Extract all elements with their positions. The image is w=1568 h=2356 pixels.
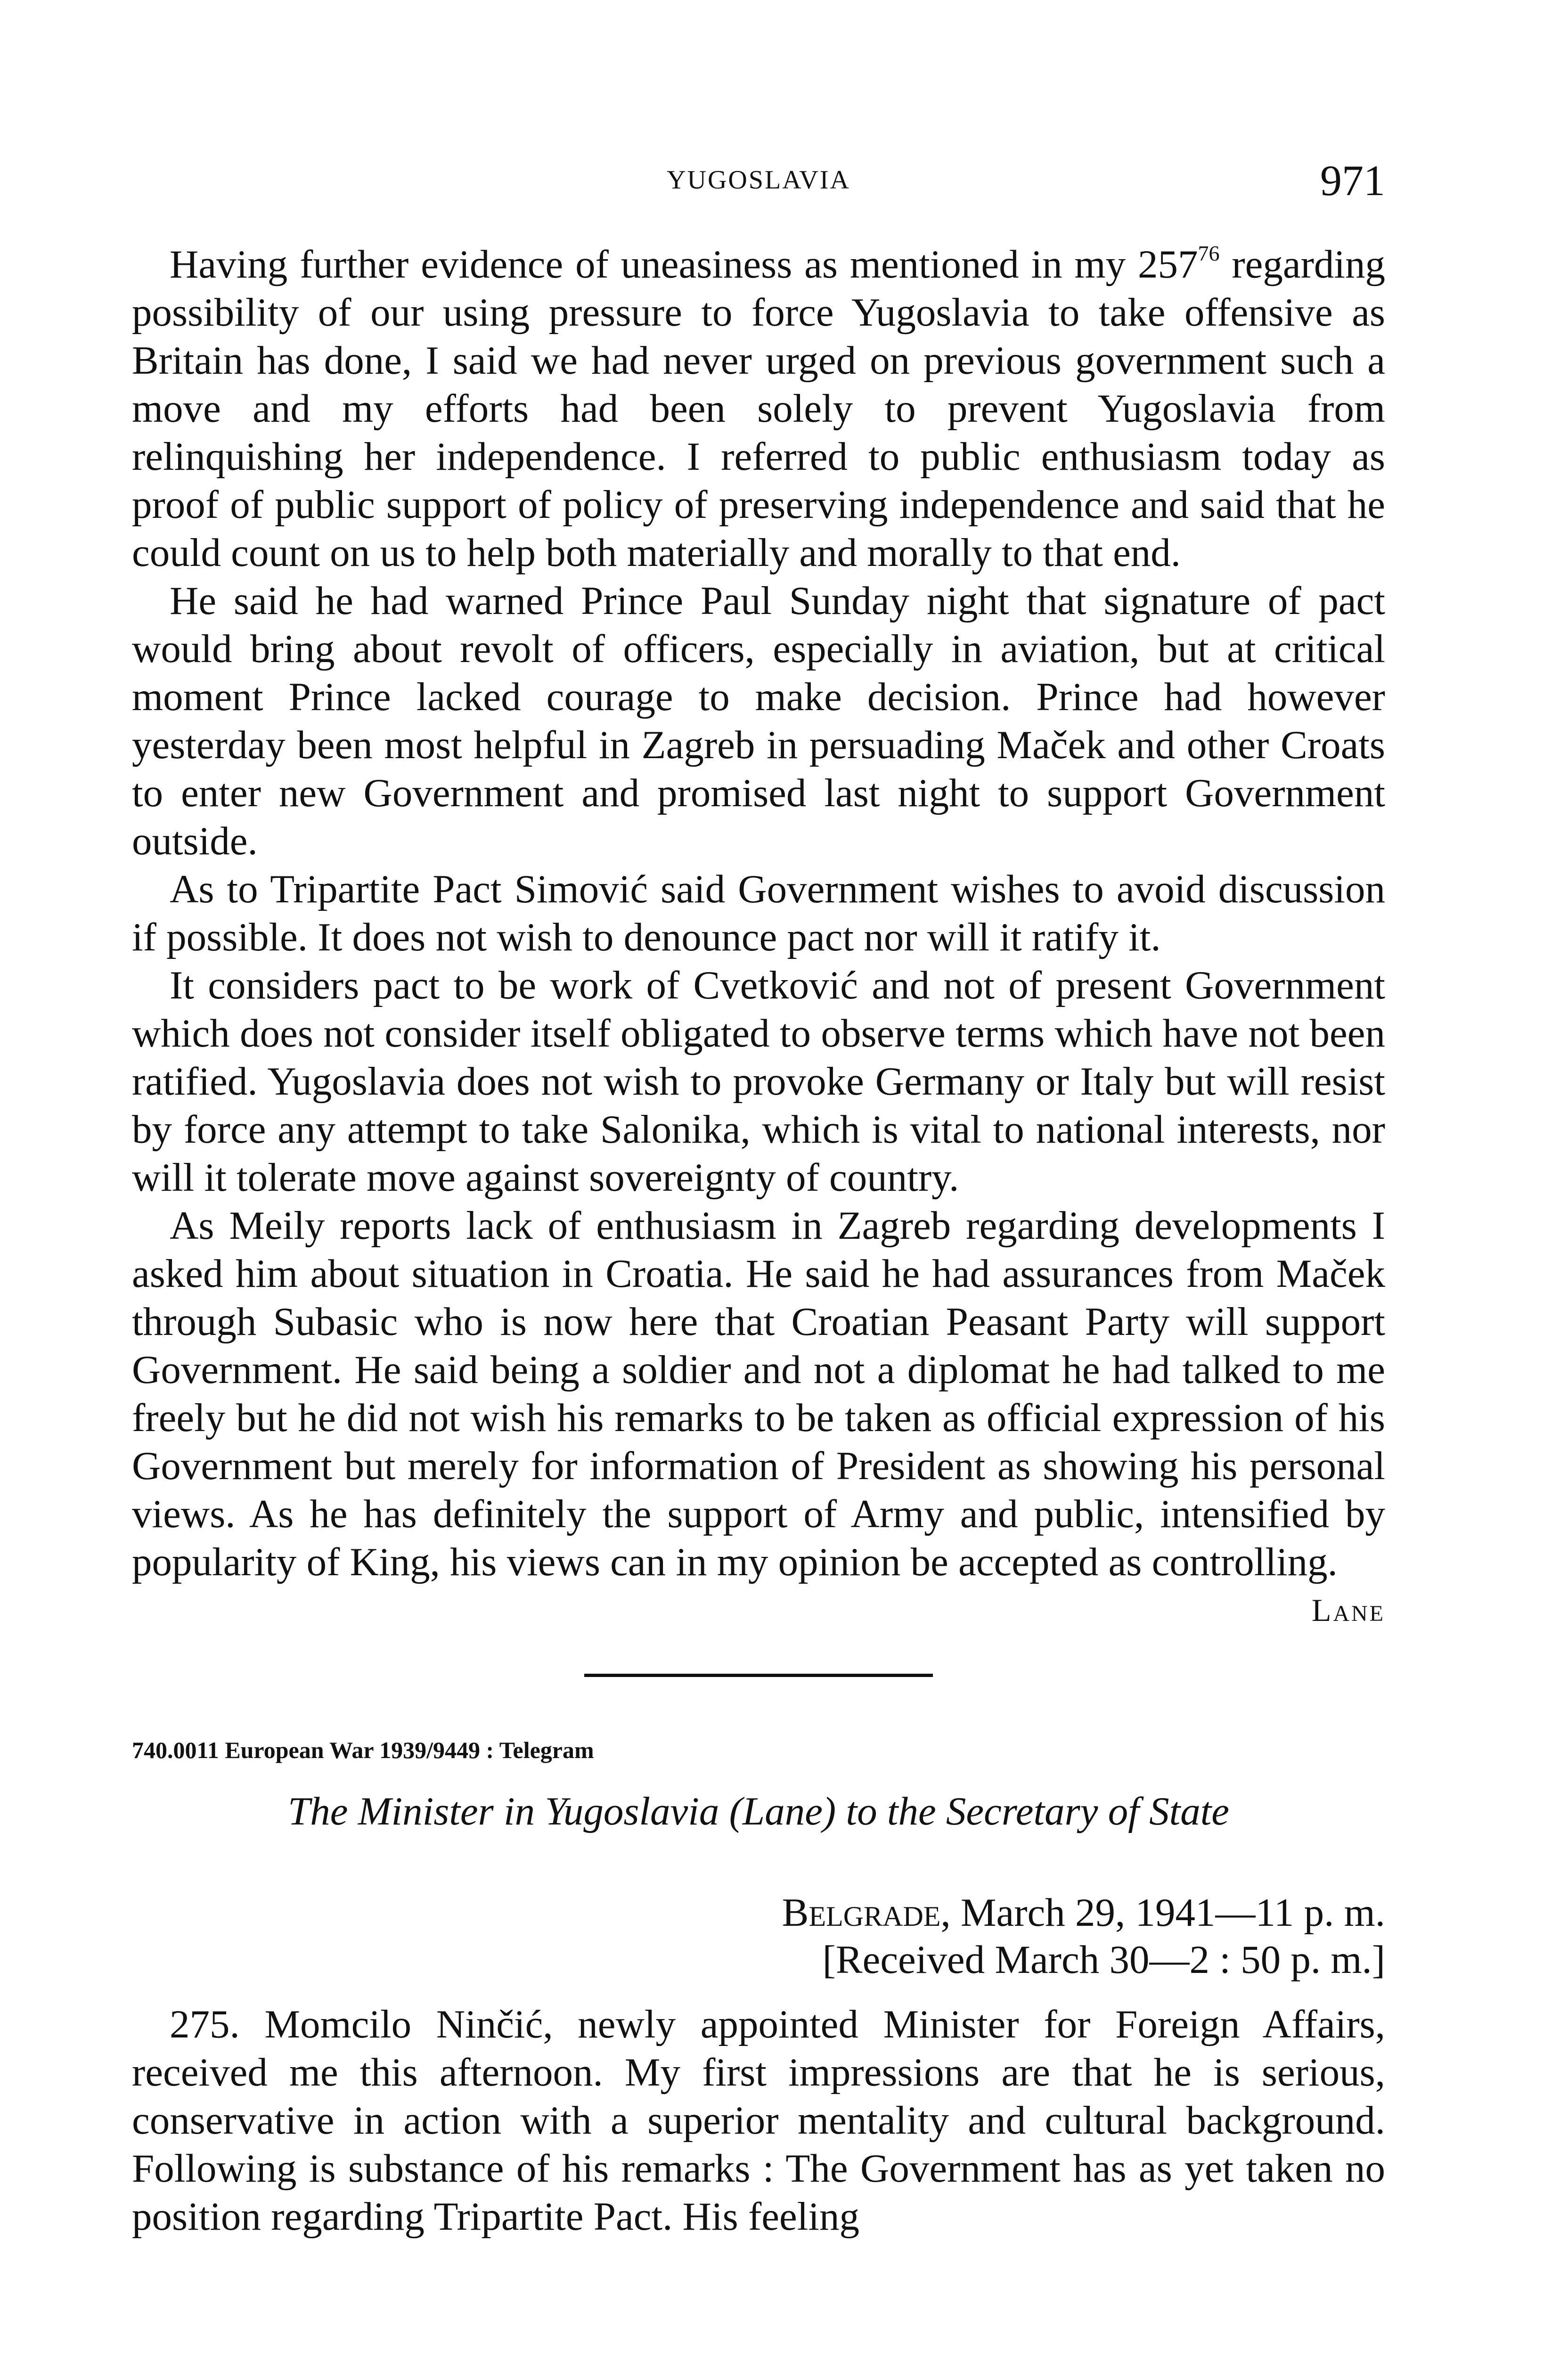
paragraph-text: Having further evidence of uneasiness as mentioned in my 257	[170, 242, 1198, 286]
telegram-paragraph: 275. Momcilo Ninčić, newly appointed Minister for Foreign Affairs, received me this afternoon. My first impressions are that he is serious, conservative in action with a superior mentality and cultural background. Following is substance of his remarks : The Government has as yet taken no position regarding Tripartite Pact. His feeling	[132, 2002, 1385, 2239]
running-title: YUGOSLAVIA	[667, 165, 850, 195]
dateline-date: , March 29, 1941—11 p. m.	[940, 1890, 1385, 1935]
report-paragraph: As to Tripartite Pact Simović said Government wishes to avoid discussion if possible. It does not wish to denounce pact nor will it ratify it.	[132, 867, 1385, 959]
report-paragraph: He said he had warned Prince Paul Sunday night that signature of pact would bring about revolt of officers, especially in aviation, but at critical moment Prince lacked courage to make decision. Prince had however yesterday been most helpful in Zagreb in persuading Maček and other Croats to enter new Government and promised last night to support Government outside.	[132, 579, 1385, 863]
report-paragraph	[132, 240, 1385, 577]
paragraph-text: regarding possibility of our using pressure to force Yugoslavia to take offensive as Britain has done, I said we had never urged on previous government such a move and my efforts had been solely to prevent Yugoslavia from relinquishing her independence. I referred to public enthusiasm today as proof of public support of policy of preserving independence and said that he could count on us to help both materially and morally to that end.	[132, 242, 1385, 575]
section-divider	[584, 1674, 933, 1677]
dateline-place: Belgrade	[782, 1890, 941, 1935]
body-text	[132, 240, 1385, 2241]
document-title: The Minister in Yugoslavia (Lane) to the Secretary of State	[287, 1789, 1230, 1833]
running-head	[132, 155, 1385, 212]
signature: Lane	[1311, 1592, 1385, 1628]
file-reference: 740.0011 European War 1939/9449 : Telegram	[132, 1737, 594, 1763]
footnote-ref: 76	[1198, 241, 1220, 265]
report-paragraph: It considers pact to be work of Cvetković and not of present Government which does not consider itself obligated to observe terms which have not been ratified. Yugoslavia does not wish to provoke Germany or Italy but will resist by force any attempt to take Salonika, which is vital to national interests, nor will it tolerate move against sovereignty of country.	[132, 963, 1385, 1200]
report-paragraph: As Meily reports lack of enthusiasm in Zagreb regarding developments I asked him about situation in Croatia. He said he had assurances from Maček through Subasic who is now here that Croatian Peasant Party will support Government. He said being a soldier and not a diplomat he had talked to me freely but he did not wish his remarks to be taken as official expression of his Government but merely for information of President as showing his personal views. As he has definitely the support of Army and public, intensified by popularity of King, his views can in my opinion be accepted as controlling.	[132, 1203, 1385, 1584]
page-number: 971	[1320, 156, 1385, 205]
received-note: [Received March 30—2 : 50 p. m.]	[822, 1938, 1385, 1982]
dateline	[132, 1889, 1385, 1936]
